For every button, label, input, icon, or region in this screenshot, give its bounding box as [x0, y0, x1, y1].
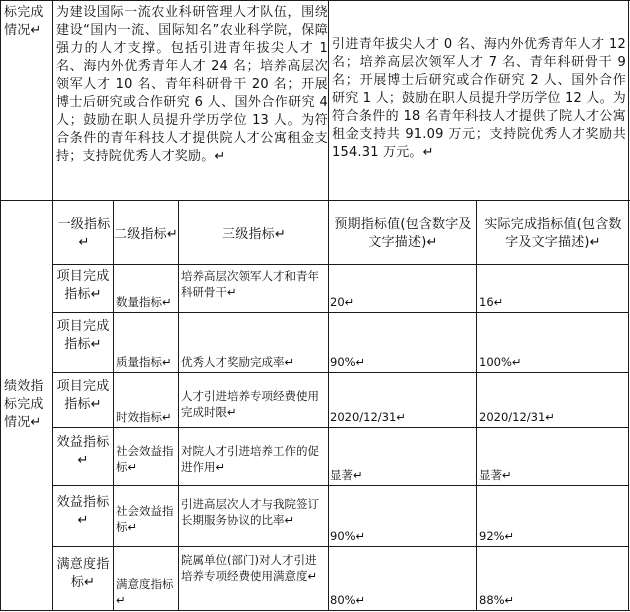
row6-level2-text: 满意度指标↵ — [116, 577, 174, 607]
row4-expected — [330, 429, 470, 483]
table-border-left — [0, 0, 1, 611]
row2-actual-text: 100%↵ — [479, 355, 522, 369]
row1-level2 — [116, 266, 178, 310]
row6-level1 — [56, 556, 110, 592]
header-level2-text: 二级指标↵ — [114, 227, 178, 242]
actual-description — [332, 36, 626, 162]
row4-level2-text: 社会效益指标↵ — [116, 444, 174, 474]
row1-expected-text: 20↵ — [330, 295, 355, 309]
row1-level1 — [56, 268, 110, 304]
row5-actual — [479, 487, 619, 544]
kpi-divider-level1 — [113, 200, 114, 611]
header-level3-text: 三级指标↵ — [222, 227, 286, 242]
row4-level1-text: 效益指标↵ — [56, 435, 110, 468]
actual-description-text: 引进青年拔尖人才 0 名、海内外优秀青年人才 12 名；培养高层次领军人才 7 名、青年科研骨干 9 名；开展博士后研究或合作研究 2 人、国外合作研究 1 人；鼓励在职人员提升学历学位 12 人。为符合条件的 18 名青年科技人才提供了院人才公寓租金支持共 91.09 万元；支持院优秀人才奖励共 154.31 万元。↵ — [332, 37, 626, 160]
row2-level2 — [116, 314, 178, 370]
row2-level2-text: 质量指标↵ — [116, 355, 172, 369]
row4-level2 — [116, 443, 178, 475]
row3-level1-text: 项目完成指标↵ — [56, 379, 110, 412]
row5-level3 — [181, 496, 327, 528]
row1-actual-text: 16↵ — [479, 295, 504, 309]
row2-level3 — [181, 314, 327, 370]
row6-expected — [330, 548, 470, 608]
header-level1-text: 一级指标↵ — [57, 217, 111, 250]
row5-actual-text: 92%↵ — [479, 529, 515, 543]
section-divider — [0, 200, 630, 201]
row1-expected — [330, 266, 470, 310]
header-actual — [480, 216, 626, 252]
row6-actual-text: 88%↵ — [479, 593, 515, 607]
header-expected-text: 预期指标值(包含数字及文字描述)↵ — [334, 217, 472, 250]
row4-actual-text: 显著↵ — [479, 468, 512, 482]
row2-expected — [330, 314, 470, 370]
row5-level1-text: 效益指标↵ — [56, 495, 110, 528]
row6-actual — [479, 548, 619, 608]
row6-level3-text: 院属单位(部门)对人才引进培养专项经费使用满意度↵ — [181, 553, 318, 583]
completion-label-text: 标完成情况↵ — [4, 5, 44, 38]
row1-level3 — [181, 268, 327, 300]
kpi-divider-label — [52, 200, 53, 611]
row6-level3 — [181, 552, 327, 584]
table-border-top — [0, 0, 630, 1]
row6-expected-text: 80%↵ — [330, 593, 366, 607]
row2-level3-text: 优秀人才奖励完成率↵ — [181, 355, 295, 369]
goal-description-text: 为建设国际一流农业科研管理人才队伍，围绕建设“国内一流、国际知名”农业科学院，保障强力的人才支撑。包括引进青年拔尖人才 1 名、海内外优秀青年人才 24 名；培养高层次领军人才 10 名、青年科研骨干 20 名；开展博士后研究或合作研究 6 人、国外合作研究 4 人；鼓励在职人员提升学历学位 13 人。为符合条件的青年科技人才提供院人才公寓租金支持；支持院优秀人才奖励。↵ — [56, 5, 328, 164]
row6-level2 — [116, 548, 178, 608]
row3-level2-text: 时效指标↵ — [116, 410, 172, 424]
table-border-right — [628, 0, 629, 611]
header-actual-text: 实际完成指标值(包含数字及文字描述)↵ — [484, 217, 622, 250]
row3-actual — [479, 374, 619, 425]
row3-level3 — [181, 388, 327, 420]
row6-level1-text: 满意度指标↵ — [56, 557, 110, 590]
row3-level1 — [56, 378, 110, 414]
row1-level3-text: 培养高层次领军人才和青年科研骨干↵ — [181, 269, 319, 299]
row3-expected-text: 2020/12/31↵ — [330, 410, 406, 424]
row-line-1 — [52, 264, 629, 265]
row-line-3 — [52, 372, 629, 373]
row4-level1 — [56, 434, 110, 470]
row-line-6 — [52, 546, 629, 547]
row4-level3 — [181, 443, 327, 475]
header-expected — [332, 216, 474, 252]
table-border-bottom — [0, 610, 630, 611]
top-divider-middle — [328, 0, 329, 200]
row3-actual-text: 2020/12/31↵ — [479, 410, 555, 424]
row-line-4 — [52, 427, 629, 428]
row4-level3-text: 对院人才引进培养工作的促进作用↵ — [181, 444, 319, 474]
row5-level1 — [56, 494, 110, 530]
row5-expected-text: 90%↵ — [330, 529, 366, 543]
header-level3 — [180, 226, 328, 244]
row5-level2 — [116, 503, 178, 535]
row3-expected — [330, 374, 470, 425]
header-level2 — [114, 226, 178, 244]
completion-label — [4, 4, 52, 40]
goal-description — [56, 4, 328, 166]
row2-level1-text: 项目完成指标↵ — [56, 319, 110, 352]
kpi-label — [4, 378, 50, 432]
row1-actual — [479, 266, 619, 310]
kpi-divider-level3 — [328, 200, 329, 611]
row2-actual — [479, 314, 619, 370]
row4-actual — [479, 429, 619, 483]
row1-level2-text: 数量指标↵ — [116, 295, 172, 309]
row-line-2 — [52, 312, 629, 313]
row5-expected — [330, 487, 470, 544]
row1-level1-text: 项目完成指标↵ — [56, 269, 110, 302]
row3-level3-text: 人才引进培养专项经费使用完成时限↵ — [181, 389, 319, 419]
row3-level2 — [116, 374, 178, 425]
row5-level3-text: 引进高层次人才与我院签订长期服务协议的比率↵ — [181, 497, 319, 527]
kpi-divider-level2 — [178, 200, 179, 611]
row4-expected-text: 显著↵ — [330, 468, 363, 482]
kpi-divider-expected — [476, 200, 477, 611]
header-level1 — [56, 216, 112, 252]
kpi-label-text: 绩效指标完成情况↵ — [4, 379, 44, 430]
row2-expected-text: 90%↵ — [330, 355, 366, 369]
row5-level2-text: 社会效益指标↵ — [116, 504, 174, 534]
row2-level1 — [56, 318, 110, 354]
top-divider-label — [52, 0, 53, 200]
row-line-5 — [52, 485, 629, 486]
